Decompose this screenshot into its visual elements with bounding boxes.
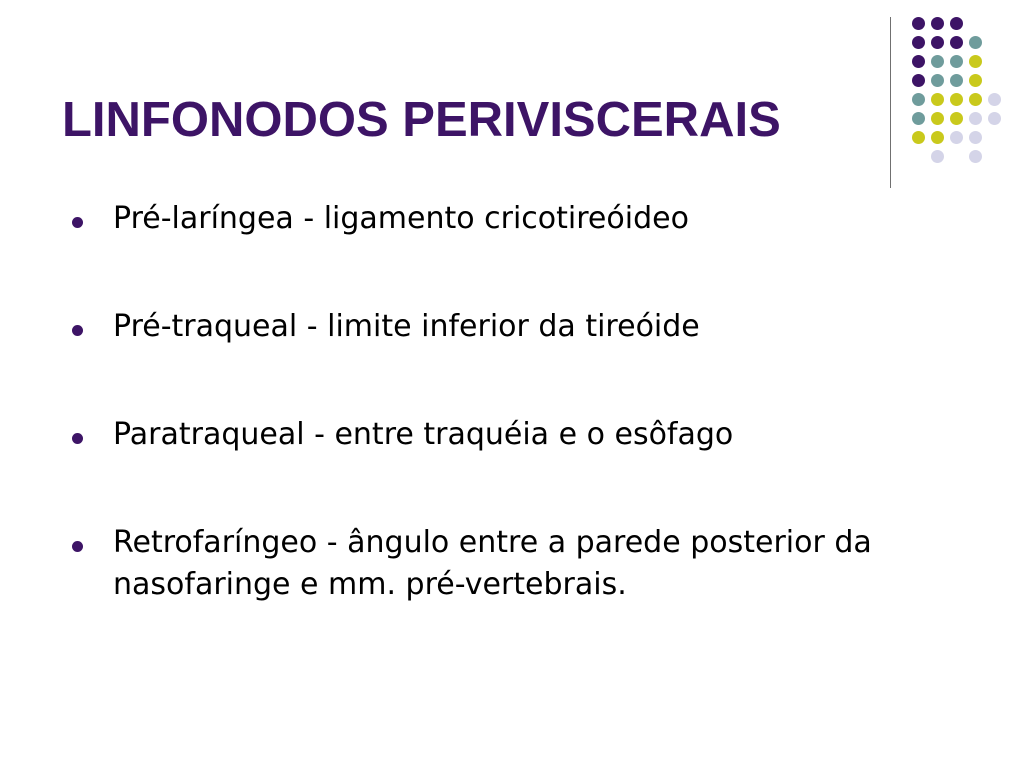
grid-dot [969,93,982,106]
grid-dot [912,17,925,30]
bullet-item [70,198,970,240]
grid-dot [950,131,963,144]
grid-dot [931,93,944,106]
title-divider [890,17,891,188]
bullet-text: Retrofaríngeo - ângulo entre a parede posterior da nasofaringe e mm. pré-vertebrais. [113,525,872,602]
grid-dot [950,93,963,106]
grid-dot [950,74,963,87]
grid-dot [912,55,925,68]
grid-dot [931,36,944,49]
grid-dot [931,74,944,87]
grid-dot [912,36,925,49]
grid-dot [931,150,944,163]
grid-dot [912,93,925,106]
grid-dot [931,17,944,30]
slide-title: LINFONODOS PERIVISCERAIS [62,93,781,147]
grid-dot [950,36,963,49]
grid-dot [912,112,925,125]
grid-dot [988,93,1001,106]
grid-dot [912,131,925,144]
bullet-dot-icon [72,217,83,228]
bullet-dot-icon [72,433,83,444]
bullet-text: Paratraqueal - entre traquéia e o esôfago [113,417,734,452]
bullet-item [70,306,970,348]
grid-dot [912,74,925,87]
grid-dot [969,36,982,49]
bullet-text: Pré-traqueal - limite inferior da tireóide [113,309,700,344]
bullet-list [70,198,970,672]
grid-dot [988,112,1001,125]
grid-dot [931,55,944,68]
bullet-text: Pré-laríngea - ligamento cricotireóideo [113,201,689,236]
grid-dot [931,112,944,125]
grid-dot [969,74,982,87]
grid-dot [969,55,982,68]
grid-dot [969,131,982,144]
grid-dot [931,131,944,144]
grid-dot [969,112,982,125]
bullet-dot-icon [72,541,83,552]
bullet-item [70,522,970,606]
grid-dot [969,150,982,163]
bullet-item [70,414,970,456]
grid-dot [950,17,963,30]
grid-dot [950,55,963,68]
grid-dot [950,112,963,125]
bullet-dot-icon [72,325,83,336]
